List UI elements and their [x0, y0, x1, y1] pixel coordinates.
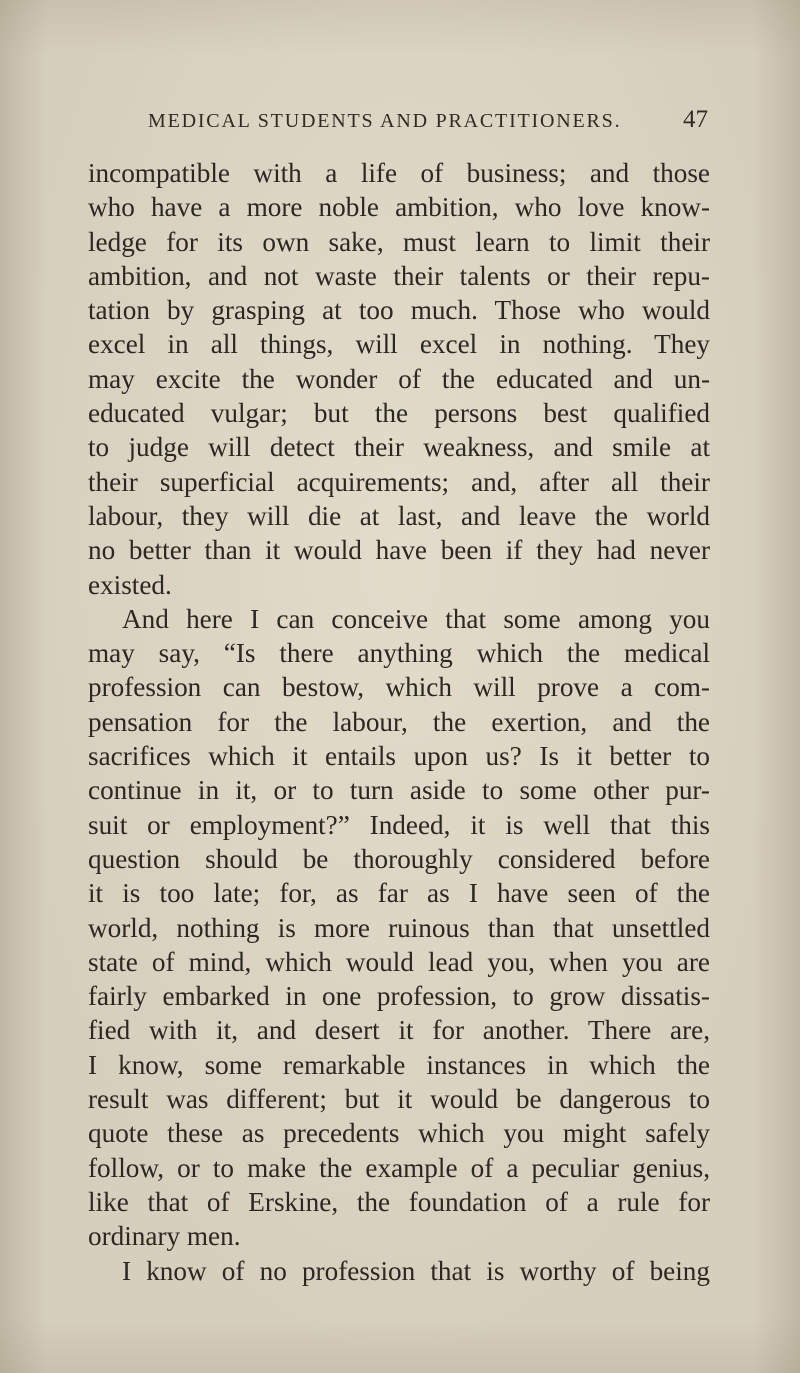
text-line: ambition, and not waste their talents or their repu-	[88, 260, 710, 291]
text-line: excel in all things, will excel in nothing. They	[88, 329, 710, 360]
page-number: 47	[683, 106, 708, 133]
text-line: continue in it, or to turn aside to some other pur-	[88, 775, 710, 806]
text-line: fied with it, and desert it for another. There are,	[88, 1015, 710, 1046]
text-line: state of mind, which would lead you, when you are	[88, 946, 710, 977]
paragraph-end-line: existed.	[88, 569, 172, 600]
paragraph-start-line: And here I can conceive that some among you	[122, 603, 710, 634]
text-line: who have a more noble ambition, who love know-	[88, 192, 710, 223]
text-line: labour, they will die at last, and leave the world	[88, 500, 710, 531]
text-line: tation by grasping at too much. Those who would	[88, 295, 710, 326]
text-line: question should be thoroughly considered before	[88, 843, 710, 874]
text-line: may excite the wonder of the educated and un-	[88, 363, 710, 394]
text-line: I know, some remarkable instances in which the	[88, 1049, 710, 1080]
running-title: MEDICAL STUDENTS AND PRACTITIONERS.	[148, 110, 622, 132]
text-line: it is too late; for, as far as I have seen of the	[88, 878, 710, 909]
text-line: sacrifices which it entails upon us? Is it better to	[88, 741, 710, 772]
body-text	[88, 156, 710, 1288]
text-line: follow, or to make the example of a peculiar genius,	[88, 1152, 710, 1183]
text-line: result was different; but it would be dangerous to	[88, 1084, 710, 1115]
text-line: ledge for its own sake, must learn to limit their	[88, 226, 710, 257]
text-line: suit or employment?” Indeed, it is well that this	[88, 809, 710, 840]
text-line: their superficial acquirements; and, after all their	[88, 466, 710, 497]
text-line: like that of Erskine, the foundation of a rule for	[88, 1186, 710, 1217]
text-line: may say, “Is there anything which the medical	[88, 638, 710, 669]
paragraph-end-line: ordinary men.	[88, 1221, 241, 1252]
text-line: educated vulgar; but the persons best qualified	[88, 398, 710, 429]
paragraph-start-line: I know of no profession that is worthy of being	[122, 1255, 710, 1286]
text-line: profession can bestow, which will prove a com-	[88, 672, 710, 703]
text-line: pensation for the labour, the exertion, and the	[88, 706, 710, 737]
text-line: no better than it would have been if they had never	[88, 535, 710, 566]
text-line: world, nothing is more ruinous than that unsettled	[88, 912, 710, 943]
text-line: incompatible with a life of business; and those	[88, 158, 710, 188]
running-head	[148, 106, 708, 134]
text-line: quote these as precedents which you might safely	[88, 1118, 710, 1149]
text-line: to judge will detect their weakness, and smile at	[88, 432, 710, 463]
text-line: fairly embarked in one profession, to grow dissatis-	[88, 981, 710, 1012]
